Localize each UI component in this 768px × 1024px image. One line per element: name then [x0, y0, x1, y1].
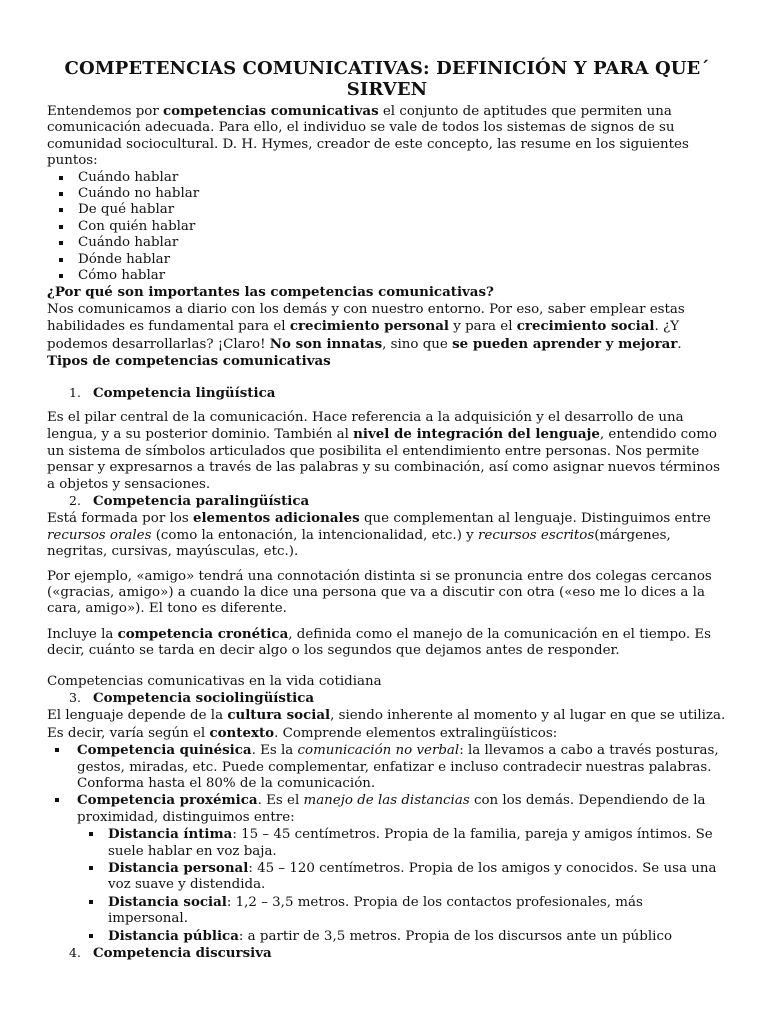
list-item-distance [77, 928, 727, 945]
list-item-quinesica [47, 742, 727, 792]
paragraph-italic: recursos orales [47, 527, 152, 543]
spacer [47, 660, 727, 674]
distances-list [77, 826, 727, 945]
document-page [47, 58, 727, 963]
paragraph-text: (márgenes, negritas, cursivas, mayúsculas, etc.). [47, 527, 671, 560]
list-item-text: con los demás. Dependiendo de la proximidad, distinguimos entre: [77, 793, 706, 825]
section-heading-text: Competencia paralingüística [93, 492, 310, 509]
paragraph-bold: elementos adicionales [192, 510, 360, 527]
paragraph-text: que complementan al lenguaje. Distinguimos entre [359, 511, 711, 527]
spacer [47, 402, 727, 410]
list-item-italic: comunicación no verbal [297, 743, 460, 759]
types-heading-text: Tipos de competencias comunicativas [47, 353, 331, 370]
list-item-text: . Es la [251, 743, 298, 759]
why-heading-text: ¿Por qué son importantes las competencias comunicativas? [47, 284, 494, 301]
section-heading-paralinguistica [47, 493, 727, 510]
section-heading-sociolinguistica [47, 690, 727, 707]
paragraph-text: , entendido como un sistema de símbolos articulados que posibilita el entendimiento entre personas. Nos permite pensar y expresarnos a través de las palabras y su combinación, así como asignar nuevos términos a objetos y sensaciones. [47, 427, 720, 492]
why-text: . ¿Y podemos desarrollarlas? ¡Claro! [47, 319, 680, 352]
paragraph-text: , definida como el manejo de la comunicación en el tiempo. Es decir, cuánto se tarda en decir algo o los segundos que dejamos antes de responder. [47, 626, 712, 659]
intro-bold: competencias comunicativas [163, 103, 379, 119]
list-item: Dónde hablar [47, 252, 727, 268]
list-item: Cuándo hablar [47, 235, 727, 251]
paragraph-text: El lenguaje depende de la [47, 708, 228, 724]
paragraph-bold: competencia cronética [117, 625, 289, 642]
section-number: 4. [69, 945, 81, 961]
list-item-distance [77, 894, 727, 928]
spacer [47, 618, 727, 626]
distance-label: Distancia pública [108, 927, 239, 944]
why-text: , sino que [382, 336, 453, 352]
distance-label: Distancia personal [108, 860, 249, 877]
why-bold: No son innatas [269, 335, 383, 352]
types-heading [47, 353, 727, 370]
paragraph-bold: nivel de integración del lenguaje [353, 426, 600, 443]
list-item-italic: manejo de las distancias [303, 793, 470, 809]
hymes-points-list [47, 170, 727, 285]
list-item-bold: Competencia quinésica [77, 742, 252, 759]
section-number: 3. [69, 690, 81, 705]
list-item: Con quién hablar [47, 219, 727, 235]
why-bold: se pueden aprender y mejorar [452, 335, 678, 352]
list-item-bold: Competencia proxémica [77, 792, 258, 809]
why-text: . [677, 336, 682, 352]
list-item-text: . Es el [257, 793, 304, 809]
section-heading-text: Competencia discursiva [93, 945, 272, 962]
section-heading-discursiva [47, 945, 727, 962]
distance-text: : 1,2 – 3,5 metros. Propia de los contactos profesionales, más impersonal. [108, 894, 643, 927]
list-item-distance [77, 826, 727, 860]
section-heading-text: Competencia lingüística [93, 384, 276, 401]
list-item: De qué hablar [47, 202, 727, 218]
spacer [47, 371, 727, 385]
list-item-text: : la llevamos a cabo a través posturas, gestos, miradas, etc. Puede complementar, enfatizar e incluso contradecir nuestras palabras. Conforma hasta el 80% de la comunicación. [77, 743, 719, 792]
paralinguistica-example: Por ejemplo, «amigo» tendrá una connotación distinta si se pronuncia entre dos colegas cercanos («gracias, amigo») a cuando la dice una persona que va a discutir con otra («eso me lo dices a la cara, amigo»). El tono es diferente. [47, 568, 712, 617]
paragraph-italic: recursos escritos [478, 527, 595, 543]
paragraph-text: Es el pilar central de la comunicación. Hace referencia a la adquisición y el desarrollo de una lengua, y a su posterior dominio. También al [47, 409, 684, 443]
why-text: Nos comunicamos a diario con los demás y con nuestro entorno. Por eso, saber emplear estas habilidades es fundamental para el [47, 301, 685, 335]
paralinguistica-paragraph [47, 510, 727, 560]
paragraph-text: Incluye la [47, 626, 118, 642]
section-heading-text: Competencia sociolingüística [93, 690, 315, 706]
document-title: COMPETENCIAS COMUNICATIVAS: DEFINICIÓN Y PARA QUE´ SIRVEN [64, 58, 710, 100]
distance-label: Distancia social [108, 893, 227, 910]
paragraph-bold: cultura social [227, 707, 331, 724]
extralinguistic-list [47, 742, 727, 826]
linguistica-paragraph [47, 410, 727, 493]
section-number: 1. [69, 384, 81, 400]
sociolinguistica-paragraph [47, 707, 727, 742]
list-item-distance [77, 860, 727, 894]
why-text: y para el [449, 319, 517, 335]
section-heading-linguistica [47, 385, 727, 402]
section-number: 2. [69, 492, 81, 508]
intro-text: Entendemos por [47, 104, 164, 119]
paragraph-text: , siendo inherente al momento y al lugar en que se utiliza. Es decir, varía según el [47, 708, 726, 741]
why-paragraph [47, 302, 727, 353]
why-bold: crecimiento personal [289, 318, 450, 335]
intro-text: el conjunto de aptitudes que permiten una comunicación adecuada. Para ello, el individuo se vale de todos los sistemas de signos de su comunidad sociocultural. D. H. Hymes, creador de este concepto, las resume en los siguientes puntos: [47, 104, 689, 169]
cronetica-paragraph [47, 626, 727, 660]
paragraph-bold: contexto [209, 724, 275, 741]
paragraph-text: (como la entonación, la intencionalidad, etc.) y [151, 527, 478, 543]
distance-text: : a partir de 3,5 metros. Propia de los discursos ante un público [238, 928, 673, 944]
distance-text: : 45 – 120 centímetros. Propia de los amigos y conocidos. Se usa una voz suave y distendida. [108, 861, 717, 893]
list-item: Cómo hablar [47, 268, 727, 284]
list-item-proxemica [47, 792, 727, 826]
why-bold: crecimiento social [516, 318, 655, 335]
spacer [47, 561, 727, 569]
intro-paragraph [47, 103, 727, 170]
paragraph-text: Está formada por los [47, 511, 193, 527]
daily-life-heading: Competencias comunicativas en la vida cotidiana [47, 673, 382, 689]
list-item: Cuándo hablar [47, 170, 727, 186]
list-item: Cuándo no hablar [47, 186, 727, 202]
distance-label: Distancia íntima [108, 826, 233, 843]
why-heading [47, 284, 727, 301]
paragraph-text: . Comprende elementos extralingüísticos: [274, 725, 558, 741]
distance-text: : 15 – 45 centímetros. Propia de la familia, pareja y amigos íntimos. Se suele hablar en voz baja. [108, 827, 713, 859]
